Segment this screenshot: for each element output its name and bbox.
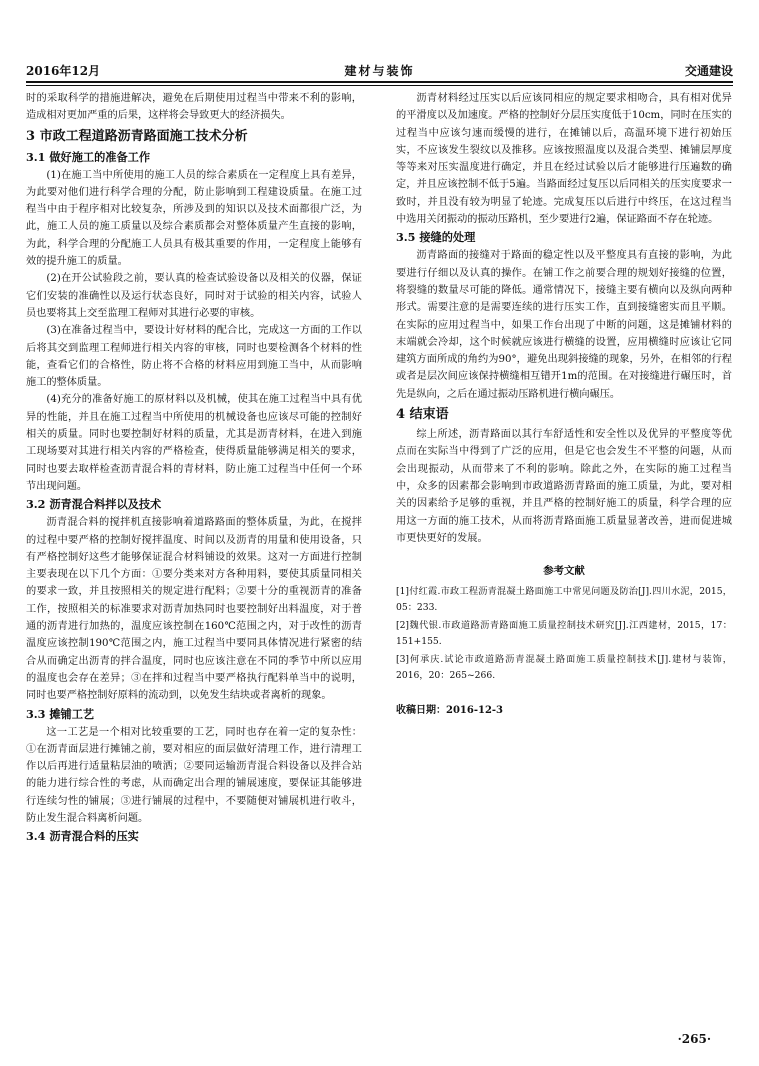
section-3-5-heading: 3.5 接缝的处理 (396, 230, 476, 245)
paragraph: 沥青路面的接缝对于路面的稳定性以及平整度具有直接的影响，为此要进行仔细以及认真的操作。在铺工作之前要合理的规划好接缝的位置，将裂缝的数量尽可能的降低。通常情况下，接缝主要有横向以及纵向两种形式。需要注意的是需要连续的进行压实工作，直到接缝密实而且平顺。在实际的应用过程当中，如果工作台出现了中断的问题，这是摊铺材料的末端就会冷却，这个时候就应该进行横缝的设置，应用横缝时应该让它同建筑方面所成的角约为90°，避免出现斜接缝的现象，另外，在相邻的行程或者是层次间应该保持横缝相互错开1m的范围。在对接缝进行碾压时，首先是纵向，之后在通过振动压路机进行横向碾压。 (396, 250, 732, 400)
issue-date: 2016年12月 (26, 64, 101, 78)
paragraph: 沥青材料经过压实以后应该同相应的规定要求相吻合，具有相对优异的平滑度以及加速度。严格的控制好分层压实度低于10cm，同时在压实的过程当中应该匀速而缓慢的进行，在摊铺以后，高温环境下进行初始压实，不应该发生裂纹以及推移。应该按照温度以及混合类型、摊铺层厚度等等来对压实温度进行确定，并且在经过试验以后才能够进行压遍数的确定，并且应该控制不低于5遍。当路面经过复压以后同相关的压实度要求一致时，并且没有较为明显了轮迹。完成复压以后进行中终压，在这过程当中选用关闭振动的振动压路机，至少要进行2遍，保证路面不存在轮迹。 (396, 93, 732, 226)
intro-paragraph: 时的采取科学的措施进解决，避免在后期使用过程当中带来不利的影响，造成相对更加严重的后果，这样将会导致更大的经济损失。 (26, 93, 362, 122)
running-header (26, 60, 733, 82)
paragraph: (1)在施工当中所使用的施工人员的综合素质在一定程度上具有差异，为此要对他们进行科学合理的分配，防止影响到工程建设质量。在施工过程当中由于程序相对比较复杂，所涉及到的知识以及技术面都很广泛，为此，施工人员的施工质量以及综合素质都会对整体质量产生直接的影响，为此，科学合理的分配施工人员具有极其重要的作用，一定程度上能够有效的提升施工的质量。 (26, 169, 362, 268)
section-3-4-heading: 3.4 沥青混合料的压实 (26, 829, 139, 844)
reference-item: [1]付红霞.市政工程沥青混凝土路面施工中常见问题及防治[J].四川水泥，2015，05：233. (396, 586, 732, 614)
references-title: 参考文献 (543, 565, 585, 578)
left-column (26, 90, 362, 846)
journal-name: 建材与装饰 (344, 64, 415, 78)
header-rule-thick (26, 81, 733, 83)
reference-item: [3]何承庆.试论市政道路沥青混凝土路面施工质量控制技术[J].建材与装饰，2016，20：265~266. (396, 654, 732, 682)
received-date: 收稿日期：2016-12-3 (396, 705, 504, 717)
paragraph: (3)在准备过程当中，要设计好材料的配合比，完成这一方面的工作以后将其交到监理工程师进行相关内容的审核，同时也要检测各个材料的性能，查看它们的合格性，防止将不合格的材料应用到施工当中，从而影响施工的整体质量。 (26, 325, 362, 389)
section-3-3-heading: 3.3 摊铺工艺 (26, 706, 95, 721)
paragraph: (2)在开公试验段之前，要认真的检查试验设备以及相关的仪器，保证它们安装的准确性以及运行状态良好，同时对于试验的相关内容，试验人员也要将其上交至监理工程师对其进行必要的审核。 (26, 273, 362, 319)
section-3-1-heading: 3.1 做好施工的准备工作 (26, 149, 151, 164)
section-name: 交通建设 (684, 64, 733, 78)
right-column (396, 90, 732, 720)
paragraph: 这一工艺是一个相对比较重要的工艺，同时也存在着一定的复杂性：①在沥青面层进行摊铺之前，要对相应的面层做好清理工作，进行清理工作以后再进行适量粘层油的喷洒；②要同运输沥青混合料设备以及拌合站的能力进行综合性的考虑，从而确定出合理的铺展速度，要保证其能够进行连续匀性的铺展；③进行铺展的过程中，不要随便对铺展机进行收斗，防止发生混合料离析问题。 (26, 726, 362, 824)
section-4-heading: 4 结束语 (396, 407, 449, 423)
header-rule-thin (26, 85, 733, 86)
paragraph: (4)充分的准备好施工的原材料以及机械，使其在施工过程当中具有优异的性能，并且在施工过程当中所使用的机械设备也应该尽可能的控制好相关的质量。同时也要控制好材料的质量，尤其是沥青材料，在进入到施工现场要对其进行相关内容的严格检查，使得质量能够满足相关的要求，同时也要去取样检查沥青混合料的青材料，防止施工过程当中任何一个环节出现问题。 (26, 394, 362, 492)
reference-item: [2]魏代银.市政道路沥青路面施工质量控制技术研究[J].江西建材，2015，17：151+155. (396, 620, 732, 648)
paragraph: 沥青混合料的搅拌机直接影响着道路路面的整体质量，为此，在搅拌的过程中要严格的控制好搅拌温度、时间以及沥青的用量和使用设备，只有严格控制好这些才能够保证混合材料铺设的效果。这对一方面进行控制主要表现在以下几个方面：①要分类来对方各种用料，要使其质量同相关的要求一致，并且按照相关的规定进行配料；②要十分的重视沥青的准备工作，按照相关的标准要求对沥青加热同时也要控制好出料温度，对于普通的沥青进行加热的，温度应该控制在160℃范围之内，对于改性的沥青温度应该控制190℃范围之内，施工过程当中要同具体情况进行紧密的结合从而确定出沥青的拌合温度，同时也应该注意在不同的季节中所以应用的温度也会存在差异；③在拌和过程当中要严格执行配料单当中的说明，同时也要严格控制好原料的流动到，以免发生结块或者离析的现象。 (26, 517, 362, 702)
section-3-2-heading: 3.2 沥青混合料拌以及技术 (26, 497, 162, 512)
paragraph: 综上所述，沥青路面以其行车舒适性和安全性以及优异的平整度等优点而在实际当中得到了广泛的应用，但是它也会发生不平整的问题，从而会出现振动，从而带来了不利的影响。除此之外，在实际的施工过程当中，众多的因素都会影响到市政道路沥青路面的施工质量，为此，要对相关的因素给予足够的重视，并且严格的控制好施工的质量，科学合理的应用这一方面的施工技术，从而将沥青路面施工质量显著改善，进而促进城市更快更好的发展。 (396, 429, 732, 544)
page-number: ·265· (677, 1032, 711, 1046)
section-3-heading: 3 市政工程道路沥青路面施工技术分析 (26, 128, 248, 144)
